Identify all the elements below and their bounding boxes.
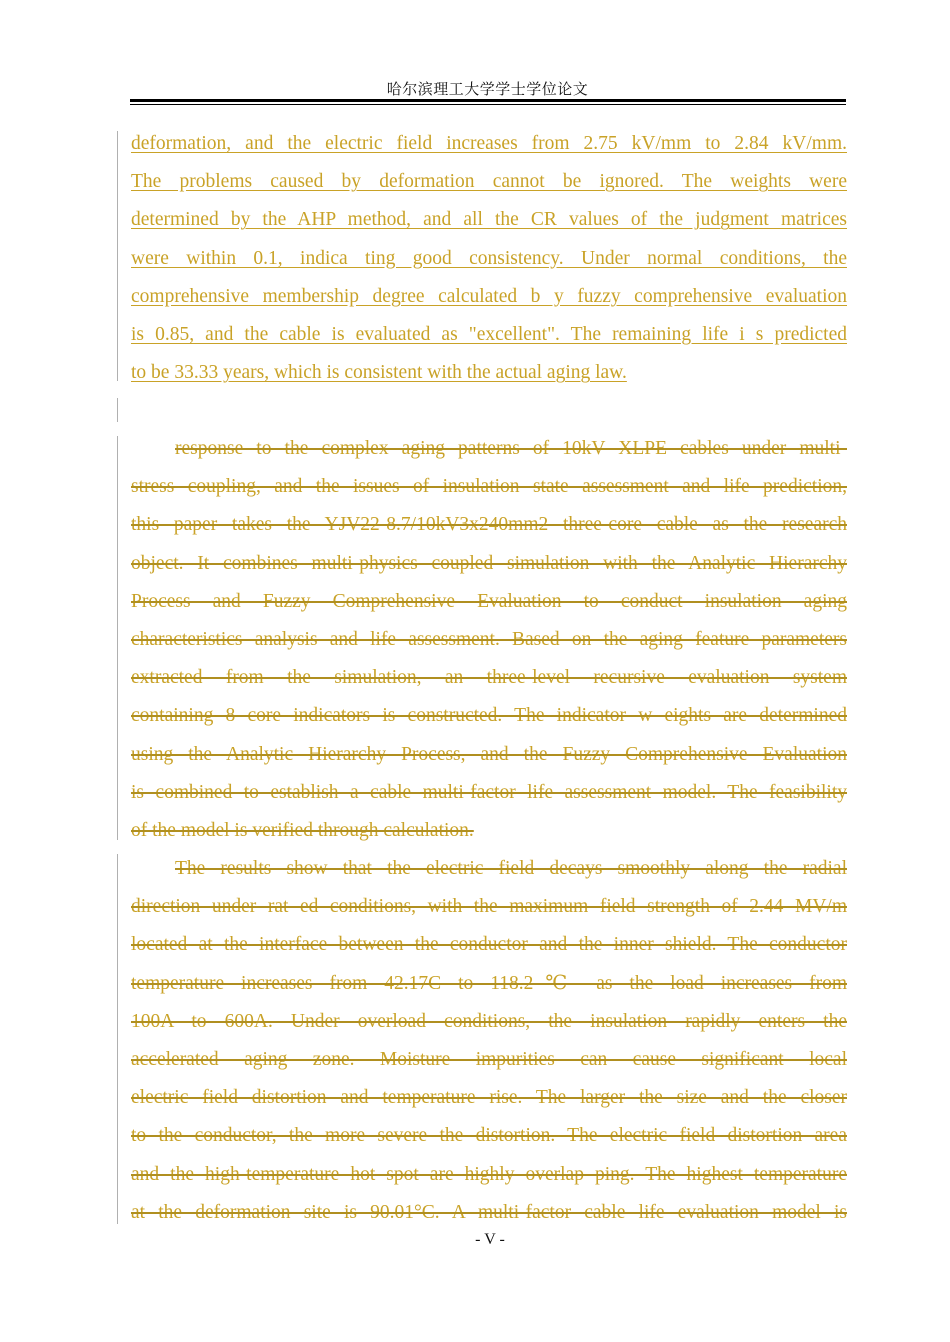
text-line: of the model is verified through calculation.	[131, 819, 474, 841]
text-line: comprehensive membership degree calculated b y fuzzy comprehensive evaluation	[131, 285, 847, 307]
page-number: - V -	[475, 1231, 505, 1248]
change-bar	[117, 398, 118, 422]
text-line: The problems caused by deformation cannot be ignored. The weights were	[131, 171, 847, 193]
change-bar	[117, 131, 118, 381]
text-line: The results show that the electric field decays smoothly along the radial	[175, 858, 847, 879]
text-line: determined by the AHP method, and all the CR values of the judgment matrices	[131, 209, 847, 231]
text-line: 100A to 600A. Under overload conditions, the insulation rapidly enters the	[131, 1010, 847, 1032]
text-line: this paper takes the YJV22-8.7/10kV3x240mm2 three-core cable as the research	[131, 514, 847, 536]
change-bar	[117, 854, 118, 1224]
text-line: response to the complex aging patterns of 10kV XLPE cables under multi-	[175, 438, 847, 459]
deleted-text-paragraph-abstract	[131, 434, 847, 854]
text-line: temperature increases from 42.17C to 118.2℃ as the load increases from	[131, 972, 847, 994]
page-header-title: 哈尔滨理工大学学士学位论文	[386, 82, 589, 98]
text-line: direction under rat ed conditions, with the maximum field strength of 2.44 MV/m	[131, 896, 847, 918]
text-line: deformation, and the electric field increases from 2.75 kV/mm to 2.84 kV/mm.	[131, 133, 847, 154]
text-line: electric field distortion and temperature rise. The larger the size and the closer	[131, 1087, 847, 1109]
text-line: is 0.85, and the cable is evaluated as "excellent". The remaining life i s predicted	[131, 323, 847, 345]
header-rule-thin	[130, 104, 846, 105]
text-line: stress coupling, and the issues of insulation state assessment and life prediction,	[131, 476, 847, 498]
text-line: located at the interface between the conductor and the inner shield. The conductor	[131, 934, 847, 956]
text-line: characteristics analysis and life assessment. Based on the aging feature parameters	[131, 628, 847, 650]
header-rule-thick	[130, 99, 846, 102]
text-line: to the conductor, the more severe the distortion. The electric field distortion area	[131, 1125, 847, 1147]
change-bar	[117, 436, 118, 840]
text-line: to be 33.33 years, which is consistent with the actual aging law.	[131, 362, 627, 384]
text-line: object. It combines multi-physics coupled simulation with the Analytic Hierarchy	[131, 552, 847, 574]
text-line: using the Analytic Hierarchy Process, and the Fuzzy Comprehensive Evaluation	[131, 743, 847, 765]
text-line: extracted from the simulation, an three-level recursive evaluation system	[131, 667, 847, 689]
inserted-text-paragraph	[131, 129, 847, 396]
text-line: were within 0.1, indica ting good consistency. Under normal conditions, the	[131, 247, 847, 269]
text-line: is combined to establish a cable multi-factor life assessment model. The feasibility	[131, 781, 847, 803]
text-line: Process and Fuzzy Comprehensive Evaluation to conduct insulation aging	[131, 590, 847, 612]
text-line: accelerated aging zone. Moisture impurities can cause significant local	[131, 1048, 847, 1070]
text-line: and the high-temperature hot spot are highly overlap ping. The highest temperature	[131, 1163, 847, 1185]
deleted-text-paragraph-results	[131, 854, 847, 1236]
text-line: containing 8 core indicators is constructed. The indicator w eights are determined	[131, 705, 847, 727]
text-line: at the deformation site is 90.01°C. A multi-factor cable life evaluation model is	[131, 1201, 847, 1223]
